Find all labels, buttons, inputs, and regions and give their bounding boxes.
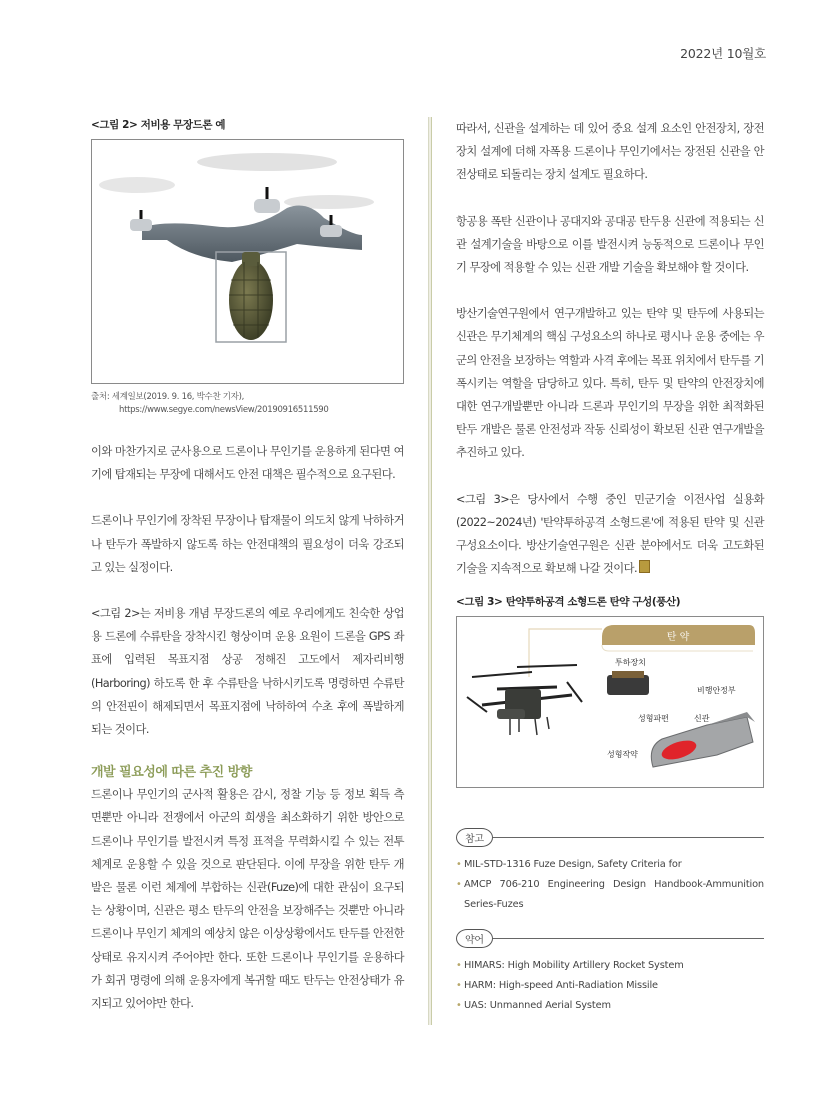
references-tag: 참고 — [456, 828, 493, 847]
source-url: https://www.segye.com/newsView/20190916511590 — [119, 405, 329, 415]
abbreviation-item: • HARM: High-speed Anti-Radiation Missile — [456, 976, 764, 996]
column-divider — [428, 117, 432, 1025]
divider-line — [493, 938, 764, 939]
paragraph: 따라서, 신관을 설계하는 데 있어 중요 설계 요소인 안전장치, 장전장치 설계에 더해 자폭용 드론이나 무인기에서는 장전된 신관을 안전상태로 되돌리는 장치 설계도 필요하다. — [456, 122, 764, 182]
references-list — [456, 855, 764, 915]
divider-line — [493, 837, 764, 838]
label-fuze: 신관 — [694, 714, 710, 724]
abbreviations-header — [456, 929, 764, 948]
label-release-device: 투하장치 — [615, 658, 646, 668]
paragraph: 드론이나 무인기에 장착된 무장이나 탑재물이 의도치 않게 낙하하거나 탄두가 폭발하지 않도록 하는 안전대책의 필요성이 더욱 강조되고 있는 실정이다. — [91, 514, 404, 574]
source-label: 출처: 세계일보(2019. 9. 16, 박수찬 기자), — [91, 392, 244, 402]
label-stabilizer: 비행안정부 — [697, 686, 736, 696]
figure2-source — [91, 391, 404, 417]
abbreviations-tag: 약어 — [456, 929, 493, 948]
abbreviation-item: • HIMARS: High Mobility Artillery Rocket System — [456, 956, 764, 976]
section-title: 개발 필요성에 따른 추진 방향 — [91, 765, 252, 781]
paragraph — [456, 488, 764, 581]
paragraph: 항공용 폭탄 신관이나 공대지와 공대공 탄두용 신관에 적용되는 신관 설계기술을 바탕으로 이를 발전시켜 능동적으로 드론이나 무인기 무장에 적용할 수 있는 신관 개발 기술을 확보해야 할 것이다. — [456, 214, 764, 275]
munition-body — [651, 717, 753, 767]
figure2-image — [91, 139, 404, 384]
issue-date: 2022년 10월호 — [680, 46, 766, 61]
abbreviations-list — [456, 956, 764, 1016]
ammunition-diagram — [457, 617, 763, 787]
reference-item: • AMCP 706-210 Engineering Design Handbook-Ammunition Series-Fuzes — [456, 875, 764, 915]
propeller-blur — [99, 177, 175, 193]
propeller-blur — [197, 153, 337, 171]
figure3-caption: <그림 3> 탄약투하공격 소형드론 탄약 구성(풍산) — [456, 596, 681, 609]
left-column — [91, 117, 404, 1015]
right-column — [456, 117, 764, 1016]
reference-item: • MIL-STD-1316 Fuze Design, Safety Criteria for — [456, 855, 764, 875]
paragraph-text: <그림 3>은 당사에서 수행 중인 민군기술 이전사업 실용화(2022~2024년) '탄약투하공격 소형드론'에 적용된 탄약 및 신관 구성요소이다. 방산기술연구원은 신관 분야에서도 더욱 고도화된 기술을 지속적으로 확보해 나갈 것이다. — [456, 492, 764, 576]
label-fragment: 성형파편 — [638, 714, 669, 724]
grenade — [229, 260, 273, 340]
end-mark-icon — [639, 560, 650, 573]
paragraph: 이와 마찬가지로 군사용으로 드론이나 무인기를 운용하게 된다면 여기에 탑재되는 무장에 대해서도 안전 대책은 필수적으로 요구된다. — [91, 445, 404, 482]
ammo-header-label: 탄 약 — [666, 632, 690, 644]
paragraph: 드론이나 무인기의 군사적 활용은 감시, 정찰 기능 등 정보 획득 측면뿐만 아니라 전쟁에서 아군의 희생을 최소화하기 위한 방안으로 드론이나 무인기를 발전시켜 특정 표적을 무력화시킬 수 있는 전투체계로 운용할 수 있을 것으로 판단된다. 이에 무장을 위한 탄두 개발은 물론 이런 체계에 부합하는 신관(Fuze)에 대한 관심이 요구되는 상황이며, 신관은 평소 탄두의 안전을 보장해주는 것뿐만 아니라 드론이나 무인기 체계의 예상치 않은 이상상황에서도 탄두를 안전한 상태로 유지시켜 주어야만 한다. 또한 드론이나 무인기를 운용하다가 회귀 명령에 의해 운용자에게 복귀할 때도 탄두는 안전상태가 유지되고 있어야만 한다. — [91, 788, 404, 1011]
paragraph: 방산기술연구원에서 연구개발하고 있는 탄약 및 탄두에 사용되는 신관은 무기체계의 핵심 구성요소의 하나로 평시나 운용 중에는 우군의 안전을 보장하는 역할과 사격 후에는 목표 위치에서 탄두를 기폭시키는 역할을 담당하고 있다. 특히, 탄두 및 탄약의 안전장치에 대한 연구개발뿐만 아니라 드론과 무인기의 무장을 위한 최적화된 탄두 개발은 물론 안전성과 작동 신뢰성이 확보된 신관 연구개발을 추진하고 있다. — [456, 307, 764, 460]
figure2-caption: <그림 2> 저비용 무장드론 예 — [91, 119, 226, 131]
references-header — [456, 828, 764, 847]
label-charge: 성형작약 — [607, 750, 638, 760]
armed-drone-illustration — [92, 140, 403, 383]
abbreviation-item: • UAS: Unmanned Aerial System — [456, 996, 764, 1016]
figure3-image — [456, 616, 764, 788]
paragraph: <그림 2>는 저비용 개념 무장드론의 예로 우리에게도 친숙한 상업용 드론에 수류탄을 장착시킨 형상이며 운용 요원이 드론을 GPS 좌표에 입력된 목표지점 상공 정해진 고도에서 제자리비행(Harboring) 하도록 한 후 수류탄을 낙하시키도록 명령하면 수류탄의 안전핀이 해제되면서 목표지점에 낙하하여 수초 후에 폭발하게 되는 것이다. — [91, 607, 404, 737]
